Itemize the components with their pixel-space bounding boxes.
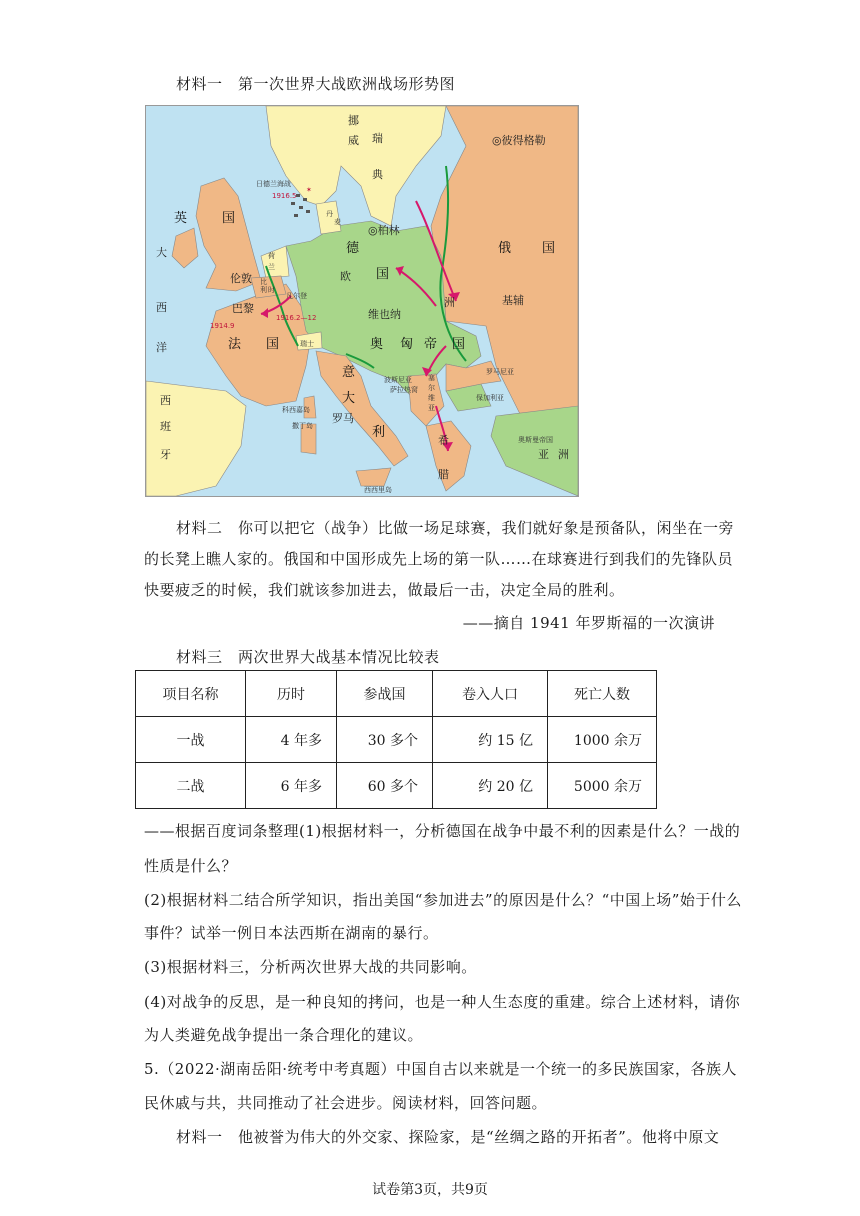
map-label-norway-2: 威 [348, 134, 359, 147]
map-label-verdun: 凡尔登 [286, 292, 307, 300]
map-label-sweden-1: 瑞 [372, 132, 383, 145]
table-cell: 6 年多 [246, 763, 337, 809]
map-label-serbia-4: 亚 [428, 404, 435, 412]
material1-title: 材料一 第一次世界大战欧洲战场形势图 [176, 75, 456, 93]
map-label-sweden-2: 典 [372, 168, 383, 181]
table-header-cell: 死亡人数 [548, 671, 657, 717]
map-label-rome: 罗马 [332, 412, 354, 425]
question-5-line-1: 5.（2022·湖南岳阳·统考中考真题）中国自古以来就是一个统一的多民族国家，各族人 [144, 1060, 738, 1078]
map-label-europe-2: 洲 [444, 296, 455, 309]
map-label-atlantic-2: 西 [156, 301, 167, 314]
table-cell: 30 多个 [337, 717, 433, 763]
map-label-atlantic-3: 洋 [156, 341, 167, 354]
table-cell: 60 多个 [337, 763, 433, 809]
material2-line-3: 快要疲乏的时候，我们就该参加进去，做最后一击，决定全局的胜利。 [144, 581, 625, 599]
map-label-france-2: 国 [266, 337, 280, 352]
map-label-serbia-3: 维 [428, 394, 435, 402]
map-label-belgium-3: 时 [268, 286, 275, 294]
table-header-cell: 参战国 [337, 671, 433, 717]
question-5-line-2: 民休戚与共，共同推动了社会进步。阅读材料，回答问题。 [144, 1094, 548, 1112]
table-cell: 5000 余万 [548, 763, 657, 809]
table-cell: 1000 余万 [548, 717, 657, 763]
table-header-row [136, 671, 657, 717]
question-5-material-1: 材料一 他被誉为伟大的外交家、探险家，是“丝绸之路的开拓者”。他将中原文 [176, 1128, 720, 1146]
map-label-bulgaria: 保加利亚 [476, 394, 504, 402]
table-cell: 约 20 亿 [433, 763, 548, 809]
map-label-uk-1: 英 [174, 211, 188, 226]
map-label-belgium-2: 利 [260, 286, 267, 294]
table-cell: 一战 [136, 717, 246, 763]
table-header-cell: 项目名称 [136, 671, 246, 717]
map-label-belgium-1: 比 [260, 278, 267, 286]
map-label-italy-2: 大 [342, 391, 356, 406]
ww1-europe-map [145, 105, 579, 497]
page-footer: 试卷第3页，共9页 [372, 1182, 488, 1198]
table-row [136, 763, 657, 809]
map-label-germany-1: 德 [346, 241, 360, 256]
material2-line-2: 的长凳上瞧人家的。俄国和中国形成先上场的第一队……在球赛进行到我们的先锋队员 [144, 550, 734, 568]
map-label-marne-date: 1914.9 [210, 322, 235, 330]
map-label-berlin: ◎柏林 [368, 224, 400, 237]
question-4-line-1: (4)对战争的反思，是一种良知的拷问，也是一种人生态度的重建。综合上述材料，请你 [144, 993, 741, 1011]
table-row [136, 717, 657, 763]
map-label-europe-1: 欧 [340, 270, 351, 283]
map-label-netherlands-2: 兰 [268, 263, 275, 271]
map-label-asia-2: 洲 [558, 448, 569, 461]
map-label-corsica: 科西嘉岛 [282, 406, 310, 414]
map-label-jutland: 日德兰海战 [256, 180, 291, 188]
material2-line-1: 材料二 你可以把它（战争）比做一场足球赛，我们就好象是预备队，闲坐在一旁 [176, 519, 735, 537]
map-label-austria-3: 帝 [424, 337, 438, 352]
map-label-spain-3: 牙 [160, 448, 171, 461]
table-cell: 二战 [136, 763, 246, 809]
map-label-london: 伦敦 [230, 272, 252, 285]
map-label-romania: 罗马尼亚 [486, 368, 514, 376]
question-3: (3)根据材料三，分析两次世界大战的共同影响。 [144, 958, 477, 976]
map-label-atlantic-1: 大 [156, 246, 167, 259]
map-label-ottoman: 奥斯曼帝国 [518, 436, 553, 444]
map-label-spain-1: 西 [160, 394, 171, 407]
map-label-serbia-2: 尔 [428, 384, 435, 392]
map-label-sicily: 西西里岛 [364, 486, 392, 494]
map-label-austria-4: 国 [452, 337, 466, 352]
map-jutland-star-icon: ✶ [306, 186, 312, 194]
map-label-asia-1: 亚 [538, 448, 549, 461]
material2-source: ——摘自 1941 年罗斯福的一次演讲 [462, 614, 715, 632]
map-label-spain-2: 班 [160, 420, 171, 433]
map-label-sardinia: 撒丁岛 [292, 422, 313, 430]
question-2-line-1: (2)根据材料二结合所学知识，指出美国“参加进去”的原因是什么？“中国上场”始于什么 [144, 891, 742, 909]
map-label-austria-2: 匈 [400, 337, 414, 352]
comparison-table [135, 670, 657, 809]
map-label-greece-1: 希 [438, 434, 449, 447]
map-label-russia-2: 国 [542, 241, 556, 256]
map-label-austria-1: 奥 [370, 337, 384, 352]
map-label-italy-1: 意 [342, 365, 356, 380]
table-header-cell: 历时 [246, 671, 337, 717]
question-1-line-2: 性质是什么？ [144, 857, 238, 875]
map-label-verdun-date: 1916.2—12 [276, 314, 317, 322]
map-label-vienna: 维也纳 [368, 308, 401, 321]
map-label-denmark-2: 麦 [334, 218, 341, 226]
map-label-germany-2: 国 [376, 267, 390, 282]
map-label-paris: 巴黎 [232, 302, 254, 315]
map-label-denmark-1: 丹 [326, 210, 333, 218]
map-label-petrograd: ◎彼得格勒 [492, 134, 546, 147]
map-label-sarajevo: 萨拉热窝 [390, 386, 418, 394]
map-label-russia-1: 俄 [498, 241, 512, 256]
material3-title: 材料三 两次世界大战基本情况比较表 [176, 648, 440, 666]
table-header-cell: 卷入人口 [433, 671, 548, 717]
question-4-line-2: 为人类避免战争提出一条合理化的建议。 [144, 1026, 424, 1044]
map-label-kiev: 基辅 [502, 294, 524, 307]
map-label-jutland-date: 1916.5 [272, 192, 297, 200]
table-cell: 约 15 亿 [433, 717, 548, 763]
map-label-netherlands-1: 荷 [268, 252, 275, 260]
question-2-line-2: 事件？试举一例日本法西斯在湖南的暴行。 [144, 924, 439, 942]
table-cell: 4 年多 [246, 717, 337, 763]
map-label-italy-3: 利 [372, 425, 386, 440]
map-label-bosnia: 波斯尼亚 [384, 376, 412, 384]
map-label-france-1: 法 [228, 337, 242, 352]
map-label-swiss: 瑞士 [300, 340, 314, 348]
map-label-uk-2: 国 [222, 211, 236, 226]
map-label-norway-1: 挪 [348, 114, 359, 127]
map-label-greece-2: 腊 [438, 468, 449, 481]
map-label-serbia-1: 塞 [428, 374, 435, 382]
question-1-line-1: ——根据百度词条整理(1)根据材料一，分析德国在战争中最不利的因素是什么？一战的 [144, 822, 741, 840]
